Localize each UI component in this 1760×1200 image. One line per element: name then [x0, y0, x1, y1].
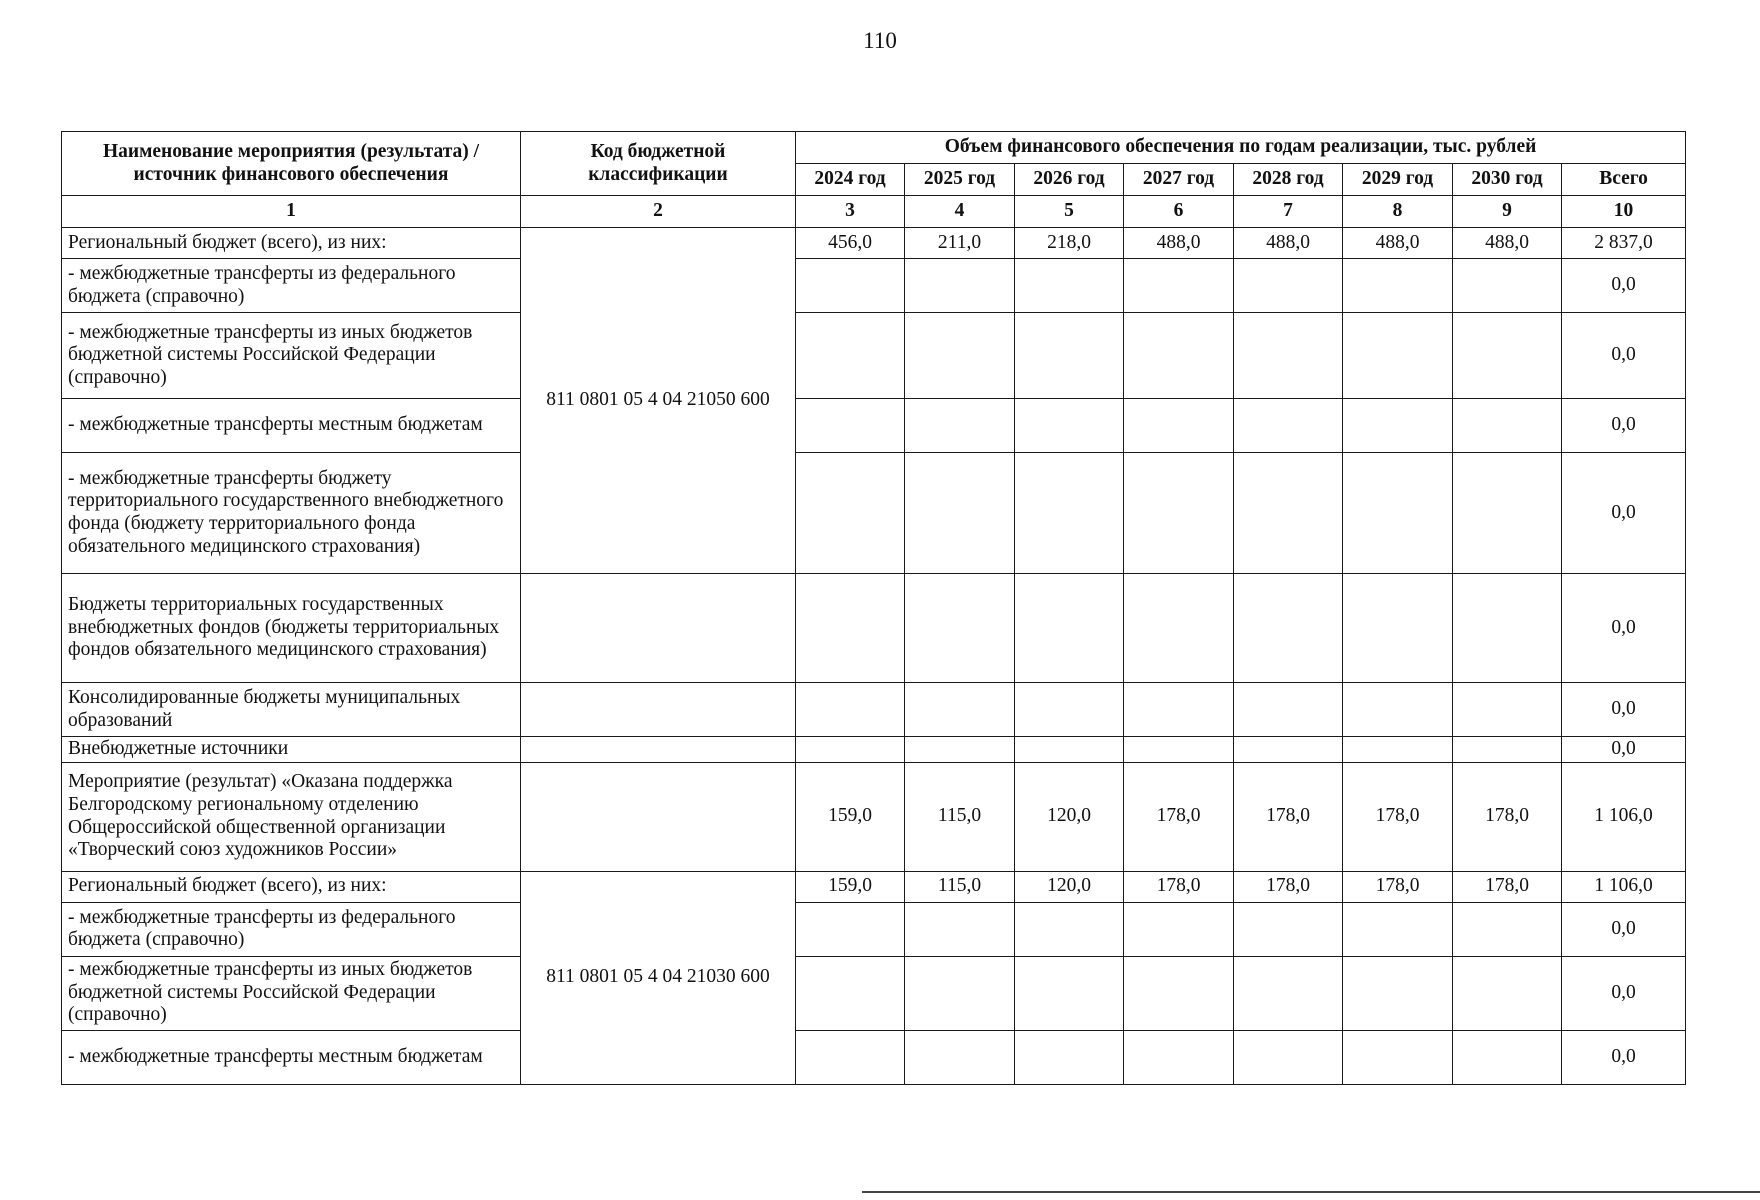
row-year-value-cell [796, 574, 905, 683]
row-year-value-cell [1453, 956, 1562, 1030]
row-year-value-cell [1015, 453, 1124, 574]
row-year-value-cell: 159,0 [796, 871, 905, 902]
row-year-value-cell: 178,0 [1343, 762, 1453, 871]
row-name-cell: - межбюджетные трансферты из иных бюджетов бюджетной системы Российской Федерации (справочно) [62, 956, 521, 1030]
row-year-value-cell: 178,0 [1453, 762, 1562, 871]
row-year-value-cell [1124, 737, 1234, 763]
table-body [62, 228, 1686, 1085]
row-year-value-cell [1343, 902, 1453, 956]
row-year-value-cell [1453, 1030, 1562, 1084]
row-total-cell: 0,0 [1562, 956, 1686, 1030]
column-number: 1 [62, 196, 521, 228]
row-name-cell: - межбюджетные трансферты бюджету территориального государственного внебюджетного фонда (бюджету территориального фонда обязательного медицинского страхования) [62, 453, 521, 574]
row-year-value-cell [905, 683, 1015, 737]
row-year-value-cell [1453, 399, 1562, 453]
row-year-value-cell: 178,0 [1453, 871, 1562, 902]
financing-table [61, 131, 1686, 1085]
row-code-cell [521, 683, 796, 737]
row-year-value-cell [1234, 683, 1343, 737]
row-year-value-cell [1015, 574, 1124, 683]
row-year-value-cell [1015, 737, 1124, 763]
table-row [62, 956, 1686, 1030]
row-name-cell: - межбюджетные трансферты местным бюджетам [62, 1030, 521, 1084]
header-name-cell: Наименование мероприятия (результата) / источник финансового обеспечения [62, 132, 521, 196]
row-year-value-cell: 178,0 [1234, 871, 1343, 902]
row-year-value-cell [796, 1030, 905, 1084]
row-year-value-cell [1234, 259, 1343, 313]
table-row [62, 259, 1686, 313]
row-year-value-cell [1343, 399, 1453, 453]
header-year: 2027 год [1124, 164, 1234, 196]
row-year-value-cell [905, 902, 1015, 956]
row-year-value-cell [1234, 313, 1343, 399]
row-total-cell: 0,0 [1562, 683, 1686, 737]
row-year-value-cell [1015, 956, 1124, 1030]
table-row [62, 762, 1686, 871]
row-year-value-cell [905, 313, 1015, 399]
table-row [62, 574, 1686, 683]
row-year-value-cell [1124, 399, 1234, 453]
row-year-value-cell: 159,0 [796, 762, 905, 871]
column-number-row [62, 196, 1686, 228]
row-total-cell: 0,0 [1562, 737, 1686, 763]
row-code-cell [521, 762, 796, 871]
row-year-value-cell [796, 683, 905, 737]
row-year-value-cell [1124, 259, 1234, 313]
row-total-cell: 0,0 [1562, 574, 1686, 683]
row-year-value-cell [1234, 399, 1343, 453]
column-number: 7 [1234, 196, 1343, 228]
row-year-value-cell [1343, 453, 1453, 574]
table-row [62, 902, 1686, 956]
row-year-value-cell [1234, 956, 1343, 1030]
header-code-cell: Код бюджетной классификации [521, 132, 796, 196]
row-year-value-cell: 488,0 [1234, 228, 1343, 259]
row-year-value-cell [1124, 956, 1234, 1030]
row-year-value-cell [1234, 1030, 1343, 1084]
table-row [62, 228, 1686, 259]
row-name-cell: - межбюджетные трансферты местным бюджетам [62, 399, 521, 453]
row-year-value-cell: 178,0 [1124, 871, 1234, 902]
header-year: 2024 год [796, 164, 905, 196]
row-year-value-cell [1015, 399, 1124, 453]
column-number: 5 [1015, 196, 1124, 228]
row-name-cell: Мероприятие (результат) «Оказана поддержка Белгородскому региональному отделению Общероссийской общественной организации «Творческий союз художников России» [62, 762, 521, 871]
row-year-value-cell: 488,0 [1453, 228, 1562, 259]
row-year-value-cell [1124, 453, 1234, 574]
row-year-value-cell [1453, 453, 1562, 574]
row-year-value-cell [1453, 259, 1562, 313]
row-total-cell: 0,0 [1562, 399, 1686, 453]
row-year-value-cell [1343, 313, 1453, 399]
table-row [62, 737, 1686, 763]
header-year: 2025 год [905, 164, 1015, 196]
table-row [62, 313, 1686, 399]
scan-artifact-line [862, 1191, 1760, 1193]
row-code-cell: 811 0801 05 4 04 21050 600 [521, 228, 796, 574]
column-number: 10 [1562, 196, 1686, 228]
row-total-cell: 0,0 [1562, 259, 1686, 313]
row-year-value-cell: 456,0 [796, 228, 905, 259]
row-year-value-cell [1124, 1030, 1234, 1084]
header-year: 2026 год [1015, 164, 1124, 196]
table-row [62, 683, 1686, 737]
row-name-cell: Региональный бюджет (всего), из них: [62, 871, 521, 902]
header-row-top [62, 132, 1686, 164]
column-number: 6 [1124, 196, 1234, 228]
column-number: 4 [905, 196, 1015, 228]
row-year-value-cell [1343, 259, 1453, 313]
row-year-value-cell: 120,0 [1015, 871, 1124, 902]
row-year-value-cell: 178,0 [1234, 762, 1343, 871]
row-year-value-cell [905, 956, 1015, 1030]
row-year-value-cell [1124, 313, 1234, 399]
row-year-value-cell [1453, 313, 1562, 399]
row-year-value-cell [1124, 902, 1234, 956]
row-year-value-cell [796, 902, 905, 956]
table-row [62, 399, 1686, 453]
row-name-cell: - межбюджетные трансферты из иных бюджетов бюджетной системы Российской Федерации (справочно) [62, 313, 521, 399]
row-year-value-cell: 178,0 [1124, 762, 1234, 871]
row-name-cell: Бюджеты территориальных государственных внебюджетных фондов (бюджеты территориальных фондов обязательного медицинского страхования) [62, 574, 521, 683]
row-year-value-cell [1343, 683, 1453, 737]
row-year-value-cell [796, 737, 905, 763]
row-code-cell [521, 574, 796, 683]
header-volume-cell: Объем финансового обеспечения по годам реализации, тыс. рублей [796, 132, 1686, 164]
table-row [62, 871, 1686, 902]
row-name-cell: Консолидированные бюджеты муниципальных образований [62, 683, 521, 737]
row-year-value-cell: 211,0 [905, 228, 1015, 259]
row-total-cell: 2 837,0 [1562, 228, 1686, 259]
row-year-value-cell [1015, 902, 1124, 956]
row-year-value-cell [796, 453, 905, 574]
row-year-value-cell [1453, 902, 1562, 956]
row-total-cell: 0,0 [1562, 313, 1686, 399]
row-code-cell [521, 737, 796, 763]
row-year-value-cell: 115,0 [905, 762, 1015, 871]
column-number: 8 [1343, 196, 1453, 228]
row-year-value-cell [796, 399, 905, 453]
row-name-cell: Внебюджетные источники [62, 737, 521, 763]
row-year-value-cell [1234, 453, 1343, 574]
column-number: 3 [796, 196, 905, 228]
row-year-value-cell [905, 737, 1015, 763]
row-year-value-cell [905, 1030, 1015, 1084]
table-row [62, 1030, 1686, 1084]
row-year-value-cell [1015, 683, 1124, 737]
header-year: 2028 год [1234, 164, 1343, 196]
row-total-cell: 0,0 [1562, 902, 1686, 956]
row-year-value-cell [1124, 574, 1234, 683]
row-year-value-cell: 488,0 [1124, 228, 1234, 259]
row-year-value-cell [796, 313, 905, 399]
row-year-value-cell [1234, 902, 1343, 956]
row-year-value-cell [1343, 574, 1453, 683]
header-year: 2029 год [1343, 164, 1453, 196]
row-year-value-cell [1015, 259, 1124, 313]
row-total-cell: 0,0 [1562, 1030, 1686, 1084]
row-total-cell: 1 106,0 [1562, 871, 1686, 902]
header-year: 2030 год [1453, 164, 1562, 196]
row-year-value-cell: 488,0 [1343, 228, 1453, 259]
table-row [62, 453, 1686, 574]
row-year-value-cell [796, 956, 905, 1030]
row-code-cell: 811 0801 05 4 04 21030 600 [521, 871, 796, 1084]
row-name-cell: Региональный бюджет (всего), из них: [62, 228, 521, 259]
row-total-cell: 0,0 [1562, 453, 1686, 574]
row-year-value-cell [1343, 737, 1453, 763]
row-year-value-cell [1234, 737, 1343, 763]
row-name-cell: - межбюджетные трансферты из федерального бюджета (справочно) [62, 902, 521, 956]
row-year-value-cell: 178,0 [1343, 871, 1453, 902]
column-number: 2 [521, 196, 796, 228]
page-number: 110 [863, 28, 897, 53]
row-year-value-cell [1015, 313, 1124, 399]
row-year-value-cell [796, 259, 905, 313]
row-year-value-cell [1343, 956, 1453, 1030]
row-year-value-cell [1343, 1030, 1453, 1084]
row-year-value-cell: 218,0 [1015, 228, 1124, 259]
row-year-value-cell: 120,0 [1015, 762, 1124, 871]
row-year-value-cell [905, 399, 1015, 453]
row-total-cell: 1 106,0 [1562, 762, 1686, 871]
row-year-value-cell [1015, 1030, 1124, 1084]
row-year-value-cell [905, 259, 1015, 313]
row-year-value-cell [1234, 574, 1343, 683]
row-year-value-cell [905, 574, 1015, 683]
row-year-value-cell [1124, 683, 1234, 737]
header-total: Всего [1562, 164, 1686, 196]
column-number: 9 [1453, 196, 1562, 228]
row-year-value-cell: 115,0 [905, 871, 1015, 902]
row-name-cell: - межбюджетные трансферты из федерального бюджета (справочно) [62, 259, 521, 313]
row-year-value-cell [1453, 737, 1562, 763]
row-year-value-cell [1453, 683, 1562, 737]
row-year-value-cell [905, 453, 1015, 574]
row-year-value-cell [1453, 574, 1562, 683]
